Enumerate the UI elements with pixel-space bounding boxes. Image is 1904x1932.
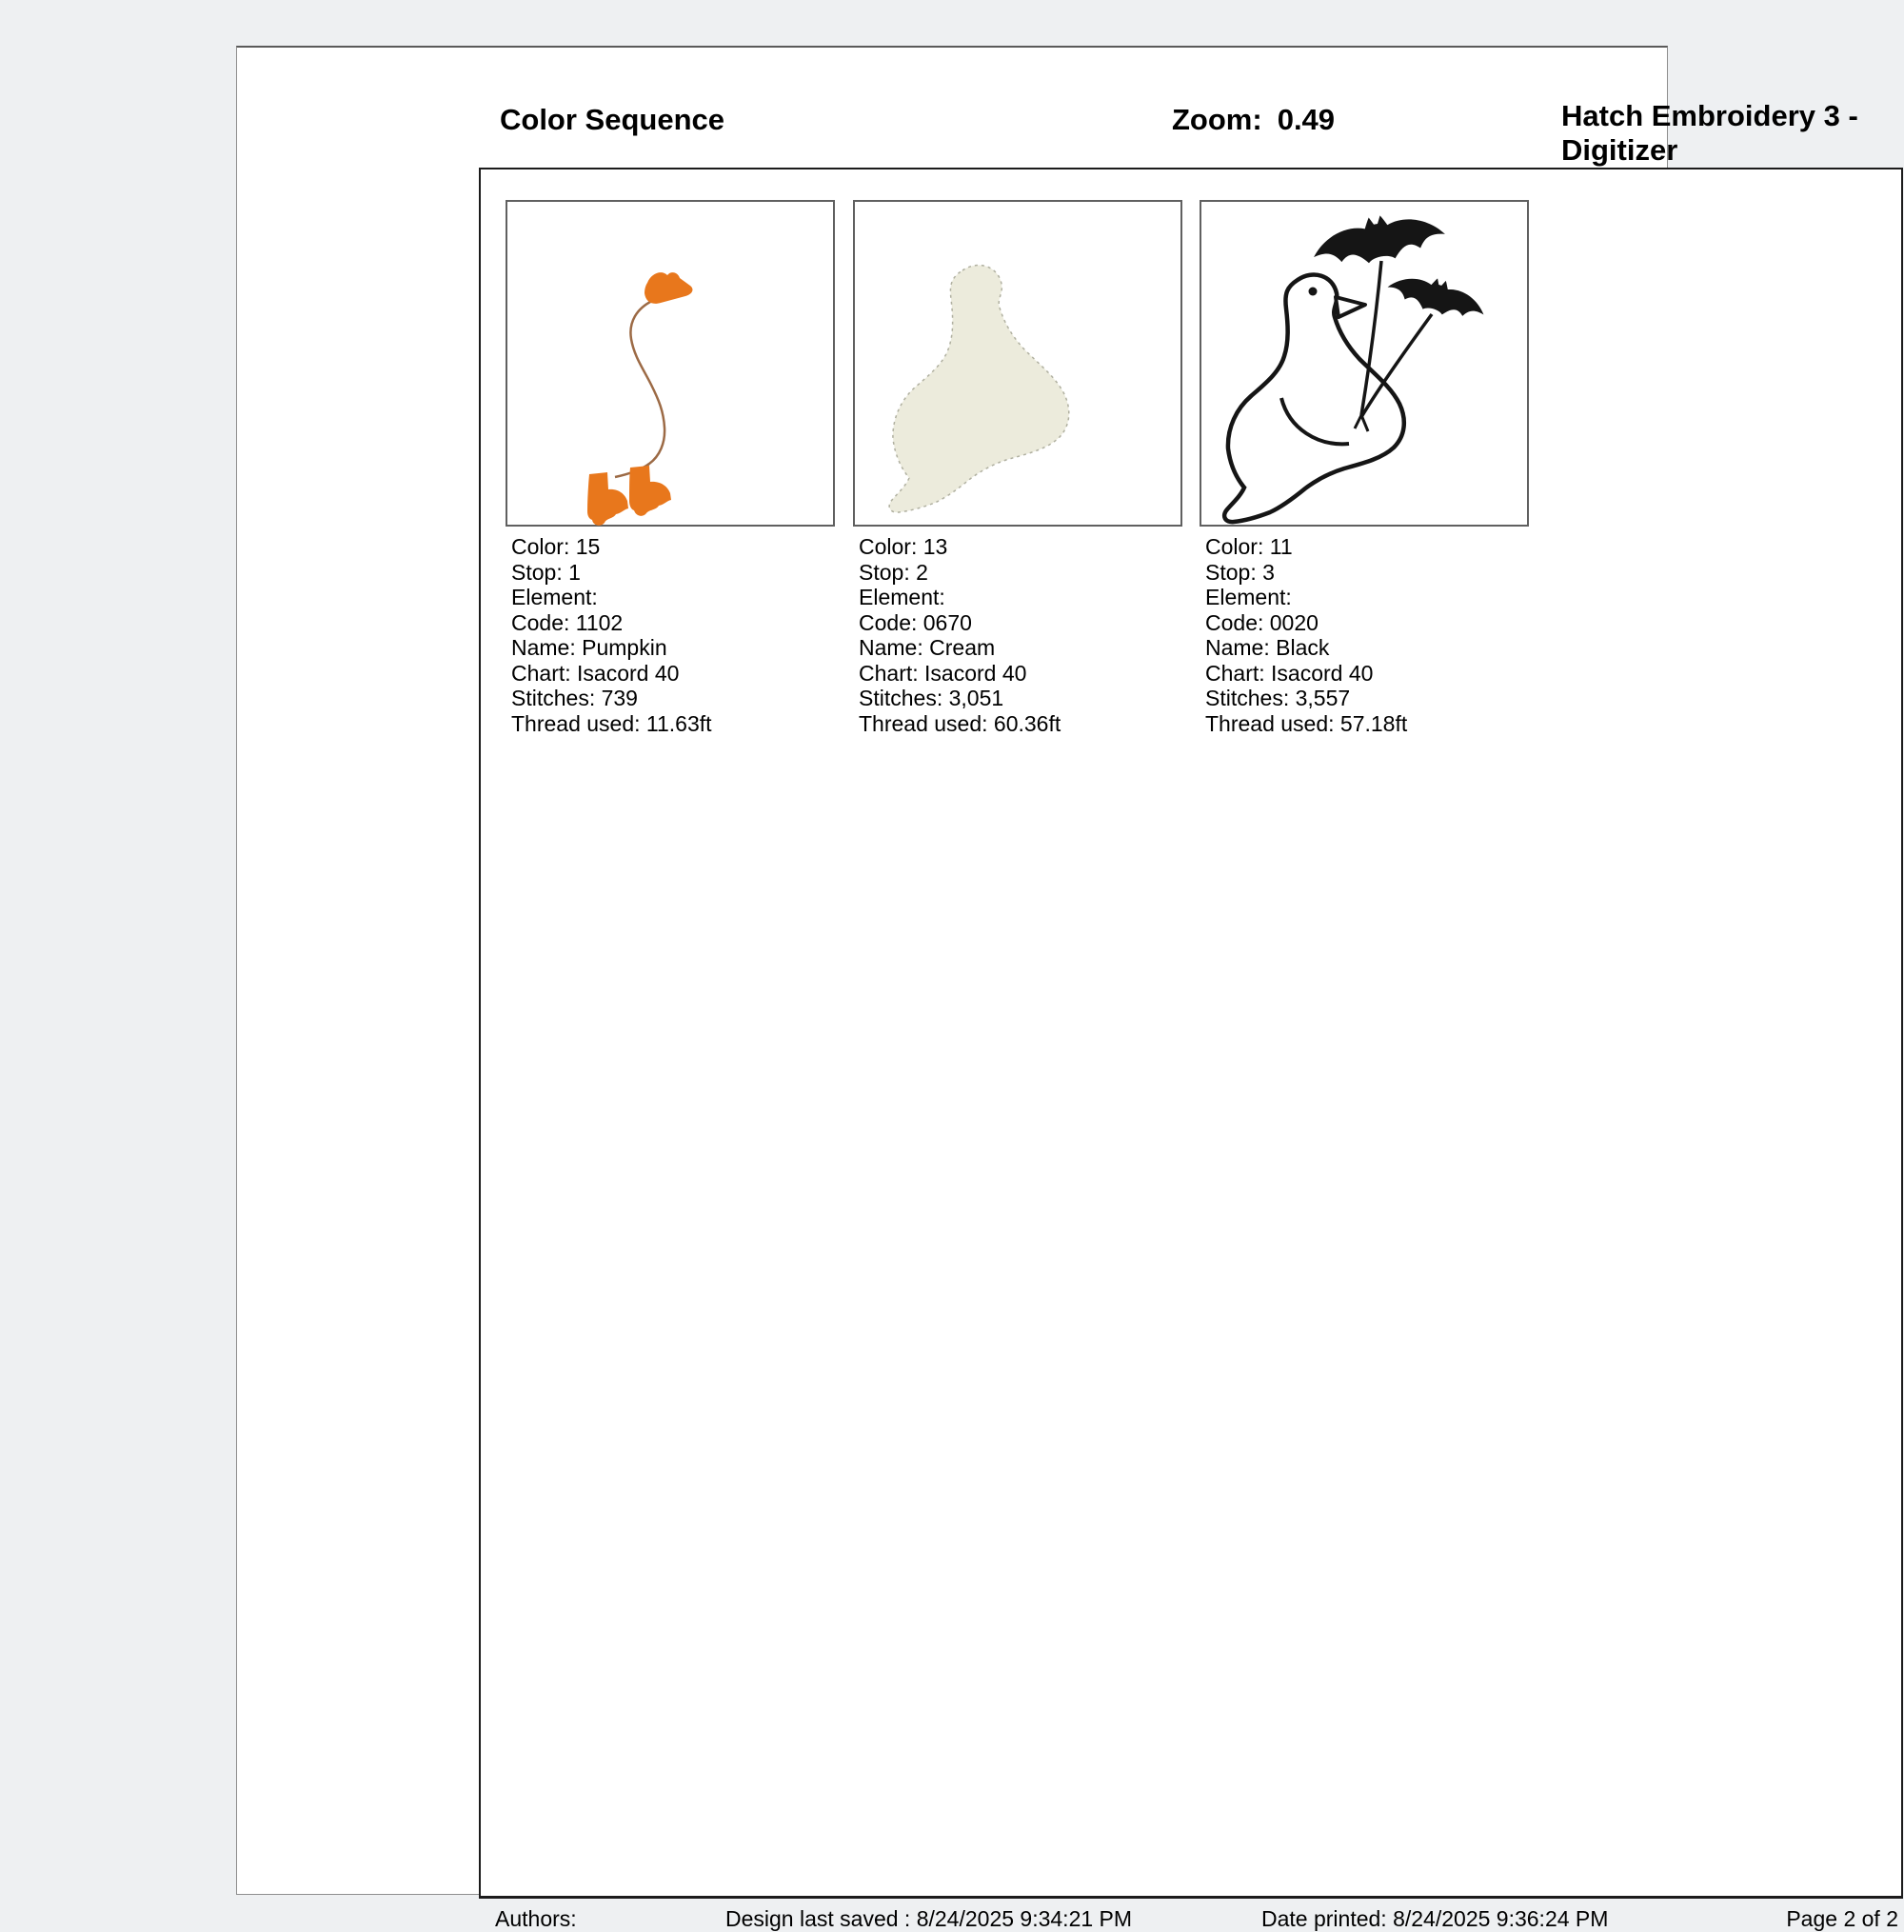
meta-line: Stop: 1: [511, 559, 581, 585]
meta-line: Chart: Isacord 40: [1205, 660, 1374, 686]
meta-line: Stitches: 739: [511, 686, 638, 710]
meta-line: Code: 0670: [859, 609, 972, 635]
footer-design-saved: Design last saved : 8/24/2025 9:34:21 PM: [725, 1906, 1133, 1931]
meta-line: Thread used: 60.36ft: [859, 710, 1061, 736]
meta-line: Name: Pumpkin: [511, 635, 667, 660]
meta-line: Chart: Isacord 40: [859, 660, 1027, 686]
stop3-metadata: [1205, 534, 1407, 736]
zoom-readout: [1172, 103, 1335, 137]
meta-line: Color: 15: [511, 534, 601, 559]
meta-line: Code: 1102: [511, 609, 624, 635]
goose-left-foot-shape: [587, 472, 628, 526]
zoom-label: Zoom:: [1172, 103, 1262, 136]
meta-line: Color: 11: [1205, 534, 1293, 559]
meta-line: Element:: [859, 585, 945, 609]
meta-line: Code: 0020: [1205, 609, 1319, 635]
meta-line: Thread used: 57.18ft: [1205, 710, 1408, 736]
meta-line: Stop: 2: [859, 559, 928, 585]
stop2-metadata: [859, 534, 1061, 736]
stop1-metadata: [511, 534, 712, 736]
meta-line: Chart: Isacord 40: [511, 660, 680, 686]
meta-line: Stitches: 3,051: [859, 686, 1004, 710]
bat-balloon-small: [1384, 266, 1490, 326]
goose-beak-outline: [1336, 297, 1365, 317]
meta-line: Name: Black: [1205, 635, 1330, 660]
page-title: Color Sequence: [500, 103, 724, 136]
stop3-thumbnail: [1200, 200, 1529, 527]
goose-right-foot-shape: [629, 466, 671, 516]
app-name-line1: Hatch Embroidery 3 -: [1561, 99, 1858, 132]
report-page: [236, 46, 1898, 1931]
meta-line: Name: Cream: [859, 635, 996, 660]
app-name-line2: Digitizer: [1561, 133, 1678, 167]
goose-beak-feet-graphic: [507, 202, 833, 525]
stop1-thumbnail: [506, 200, 835, 527]
meta-line: Element:: [511, 585, 598, 609]
zoom-value: 0.49: [1277, 103, 1336, 136]
goose-eye-dot: [1309, 288, 1318, 296]
meta-line: Color: 13: [859, 534, 948, 559]
bat-balloon-large: [1309, 205, 1448, 272]
meta-line: Element:: [1205, 585, 1292, 609]
goose-with-bats-graphic: [1201, 202, 1527, 525]
footer-page-number: Page 2 of 2: [1786, 1906, 1898, 1931]
meta-line: Thread used: 11.63ft: [511, 710, 712, 736]
footer-authors-label: Authors:: [495, 1906, 577, 1931]
goose-beak-shape: [645, 272, 692, 304]
stop2-thumbnail: [853, 200, 1182, 527]
stitch-run-line: [615, 301, 664, 477]
footer-date-printed: Date printed: 8/24/2025 9:36:24 PM: [1261, 1906, 1609, 1931]
meta-line: Stop: 3: [1205, 559, 1275, 585]
goose-body-graphic: [855, 202, 1180, 525]
goose-body-shape: [889, 266, 1069, 513]
meta-line: Stitches: 3,557: [1205, 686, 1351, 710]
app-name: [1561, 99, 1904, 168]
